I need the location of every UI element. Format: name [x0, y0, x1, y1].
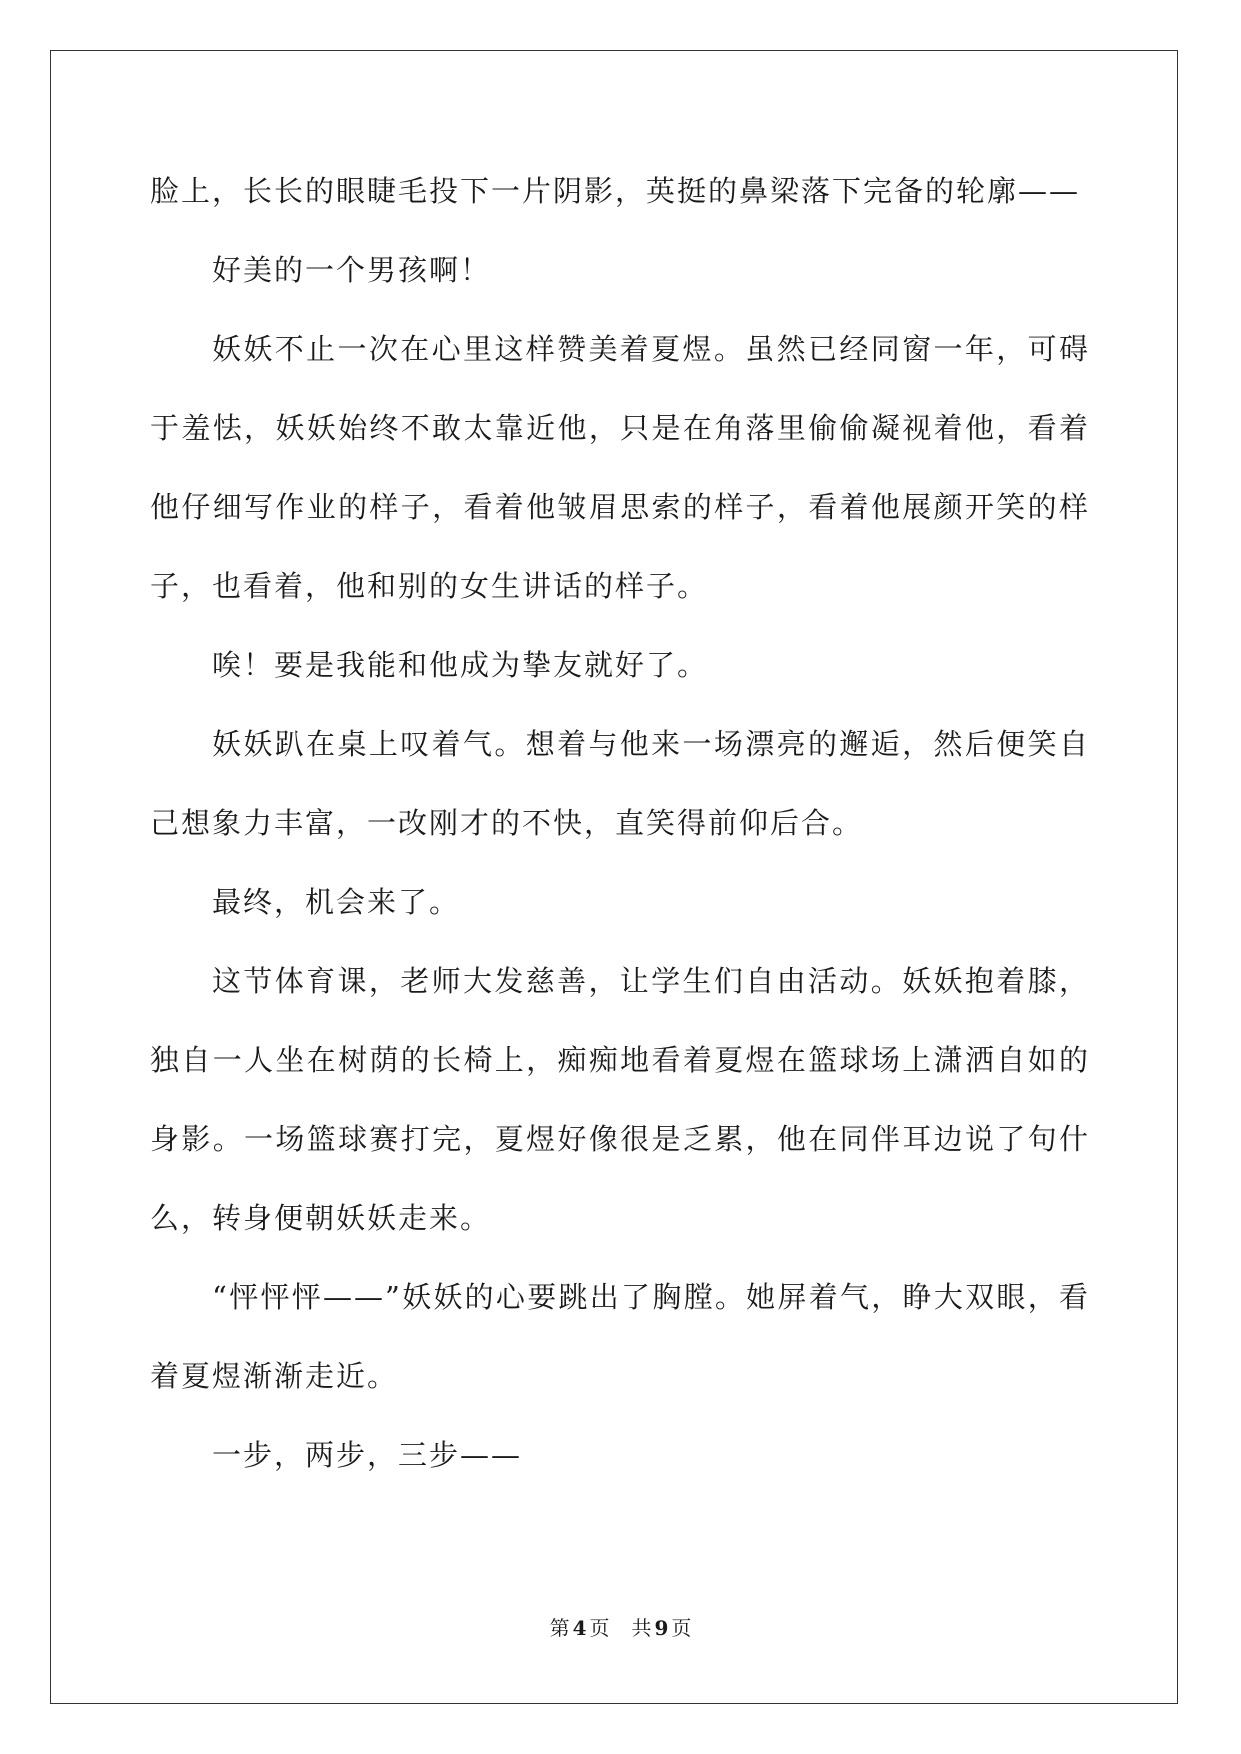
- document-body: [150, 152, 1090, 1495]
- paragraph-6: 最终，机会来了。: [212, 885, 461, 919]
- total-page-count: 9: [654, 1616, 669, 1640]
- paragraph-1: 脸上，长长的眼睫毛投下一片阴影，英挺的鼻梁落下完备的轮廓——: [150, 174, 1081, 208]
- paragraph-3: 妖妖不止一次在心里这样赞美着夏煜。虽然已经同窗一年，可碍于羞怯，妖妖始终不敢太靠近他，只是在角落里偷偷凝视着他，看着他仔细写作业的样子，看着他皱眉思索的样子，看着他展颜开笑的样子，也看着，他和别的女生讲话的样子。: [150, 332, 1090, 603]
- paragraph-5: 妖妖趴在桌上叹着气。想着与他来一场漂亮的邂逅，然后便笑自己想象力丰富，一改刚才的不快，直笑得前仰后合。: [150, 727, 1090, 840]
- total-prefix: 共: [631, 1616, 652, 1640]
- paragraph-4: 唉！要是我能和他成为挚友就好了。: [212, 648, 709, 682]
- paragraph-8: “怦怦怦——”妖妖的心要跳出了胸膛。她屏着气，睁大双眼，看着夏煜渐渐走近。: [150, 1280, 1090, 1393]
- paragraph-9: 一步，两步，三步——: [212, 1438, 523, 1472]
- total-suffix: 页: [671, 1616, 692, 1640]
- page-prefix: 第: [549, 1616, 570, 1640]
- page-footer: [0, 1612, 1241, 1641]
- paragraph-2: 好美的一个男孩啊！: [212, 253, 492, 287]
- current-page-number: 4: [572, 1616, 587, 1640]
- page-suffix: 页: [589, 1616, 610, 1640]
- paragraph-7: 这节体育课，老师大发慈善，让学生们自由活动。妖妖抱着膝，独自一人坐在树荫的长椅上，痴痴地看着夏煜在篮球场上潇洒自如的身影。一场篮球赛打完，夏煜好像很是乏累，他在同伴耳边说了句什么，转身便朝妖妖走来。: [150, 964, 1090, 1235]
